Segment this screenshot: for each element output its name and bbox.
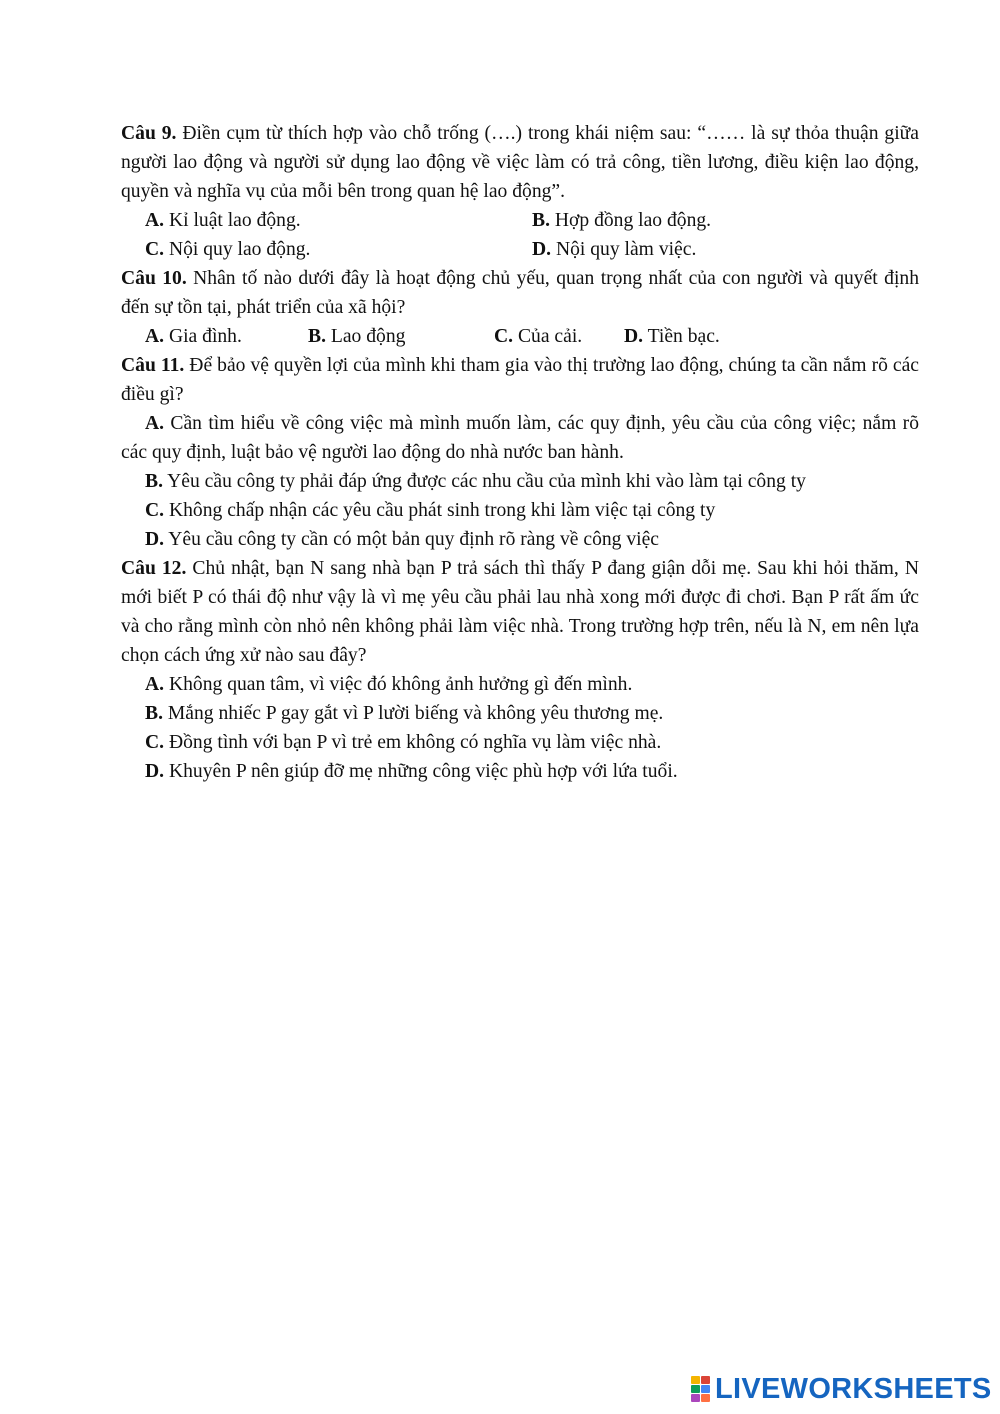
question-label: Câu 9. bbox=[121, 123, 177, 144]
question-12 bbox=[121, 554, 919, 786]
option-text: Hợp đồng lao động. bbox=[549, 210, 712, 231]
question-10 bbox=[121, 264, 919, 351]
option-text: Lao động bbox=[325, 326, 406, 347]
liveworksheets-logo-icon bbox=[691, 1376, 711, 1402]
option-label: B. bbox=[532, 210, 550, 231]
option-label: B. bbox=[145, 471, 163, 492]
option-a[interactable] bbox=[145, 206, 532, 235]
question-11 bbox=[121, 351, 919, 554]
option-label: A. bbox=[145, 413, 165, 434]
option-label: D. bbox=[145, 761, 165, 782]
option-text: Khuyên P nên giúp đỡ mẹ những công việc phù hợp với lứa tuổi. bbox=[164, 761, 678, 782]
question-9 bbox=[121, 119, 919, 264]
question-10-text bbox=[121, 264, 919, 322]
question-label: Câu 12. bbox=[121, 558, 187, 579]
option-a[interactable] bbox=[121, 670, 919, 699]
option-text: Đồng tình với bạn P vì trẻ em không có nghĩa vụ làm việc nhà. bbox=[164, 732, 662, 753]
question-body: Chủ nhật, bạn N sang nhà bạn P trả sách thì thấy P đang giận dỗi mẹ. Sau khi hỏi thăm, N mới biết P có thái độ như vậy là vì mẹ yêu cầu phải lau nhà xong mới được đi chơi. Bạn P rất ấm ức và cho rằng mình còn nhỏ nên không phải làm việc nhà. Trong trường hợp trên, nếu là N, em nên lựa chọn cách ứng xử nào sau đây? bbox=[121, 558, 919, 666]
option-b[interactable] bbox=[121, 467, 919, 496]
options-row bbox=[121, 206, 919, 235]
option-d[interactable] bbox=[121, 757, 919, 786]
option-text: Mắng nhiếc P gay gắt vì P lười biếng và không yêu thương mẹ. bbox=[162, 703, 664, 724]
logo-block bbox=[691, 1385, 700, 1393]
option-text: Gia đình. bbox=[164, 326, 242, 347]
logo-block bbox=[701, 1376, 710, 1384]
question-body: Điền cụm từ thích hợp vào chỗ trống (….) trong khái niệm sau: “…… là sự thỏa thuận giữa người lao động và người sử dụng lao động về việc làm có trả công, tiền lương, điều kiện lao động, quyền và nghĩa vụ của mỗi bên trong quan hệ lao động”. bbox=[121, 123, 919, 202]
option-label: C. bbox=[145, 500, 165, 521]
option-a[interactable] bbox=[121, 409, 919, 467]
option-text: Nội quy lao động. bbox=[164, 239, 311, 260]
logo-block bbox=[691, 1394, 700, 1402]
option-d[interactable] bbox=[121, 525, 919, 554]
option-text: Của cải. bbox=[513, 326, 583, 347]
brand-text: LIVEWORKSHEETS bbox=[715, 1373, 992, 1405]
question-label: Câu 10. bbox=[121, 268, 187, 289]
options-row bbox=[121, 322, 919, 351]
option-text: Yêu cầu công ty phải đáp ứng được các nhu cầu của mình khi vào làm tại công ty bbox=[162, 471, 806, 492]
worksheet-content bbox=[121, 119, 919, 786]
option-label: B. bbox=[308, 326, 326, 347]
option-c[interactable] bbox=[121, 728, 919, 757]
option-label: D. bbox=[624, 326, 644, 347]
option-text: Tiền bạc. bbox=[643, 326, 720, 347]
option-label: C. bbox=[145, 732, 165, 753]
option-c[interactable] bbox=[145, 235, 532, 264]
option-d[interactable] bbox=[624, 322, 824, 351]
option-a[interactable] bbox=[145, 322, 308, 351]
option-label: B. bbox=[145, 703, 163, 724]
option-label: C. bbox=[494, 326, 514, 347]
option-label: A. bbox=[145, 674, 165, 695]
option-label: A. bbox=[145, 210, 165, 231]
question-body: Nhân tố nào dưới đây là hoạt động chủ yếu, quan trọng nhất của con người và quyết định đến sự tồn tại, phát triển của xã hội? bbox=[121, 268, 919, 318]
question-body: Để bảo vệ quyền lợi của mình khi tham gia vào thị trường lao động, chúng ta cần nắm rõ các điều gì? bbox=[121, 355, 920, 405]
logo-block bbox=[691, 1376, 700, 1384]
liveworksheets-brand bbox=[691, 1372, 992, 1406]
logo-block bbox=[701, 1394, 710, 1402]
option-text: Không chấp nhận các yêu cầu phát sinh trong khi làm việc tại công ty bbox=[164, 500, 716, 521]
option-label: A. bbox=[145, 326, 165, 347]
option-b[interactable] bbox=[121, 699, 919, 728]
option-label: D. bbox=[532, 239, 552, 260]
logo-block bbox=[701, 1385, 710, 1393]
option-b[interactable] bbox=[308, 322, 494, 351]
option-label: D. bbox=[145, 529, 165, 550]
option-text: Nội quy làm việc. bbox=[551, 239, 697, 260]
option-text: Kỉ luật lao động. bbox=[164, 210, 301, 231]
option-b[interactable] bbox=[532, 206, 919, 235]
option-c[interactable] bbox=[121, 496, 919, 525]
option-c[interactable] bbox=[494, 322, 624, 351]
option-text: Không quan tâm, vì việc đó không ảnh hưởng gì đến mình. bbox=[164, 674, 633, 695]
option-text: Cần tìm hiểu về công việc mà mình muốn làm, các quy định, yêu cầu của công việc; nắm rõ các quy định, luật bảo vệ người lao động do nhà nước ban hành. bbox=[121, 413, 919, 463]
options-row bbox=[121, 235, 919, 264]
question-11-text bbox=[121, 351, 919, 409]
question-9-text bbox=[121, 119, 919, 206]
question-label: Câu 11. bbox=[121, 355, 185, 376]
option-text: Yêu cầu công ty cần có một bản quy định rõ ràng về công việc bbox=[164, 529, 660, 550]
option-label: C. bbox=[145, 239, 165, 260]
option-d[interactable] bbox=[532, 235, 919, 264]
question-12-text bbox=[121, 554, 919, 670]
